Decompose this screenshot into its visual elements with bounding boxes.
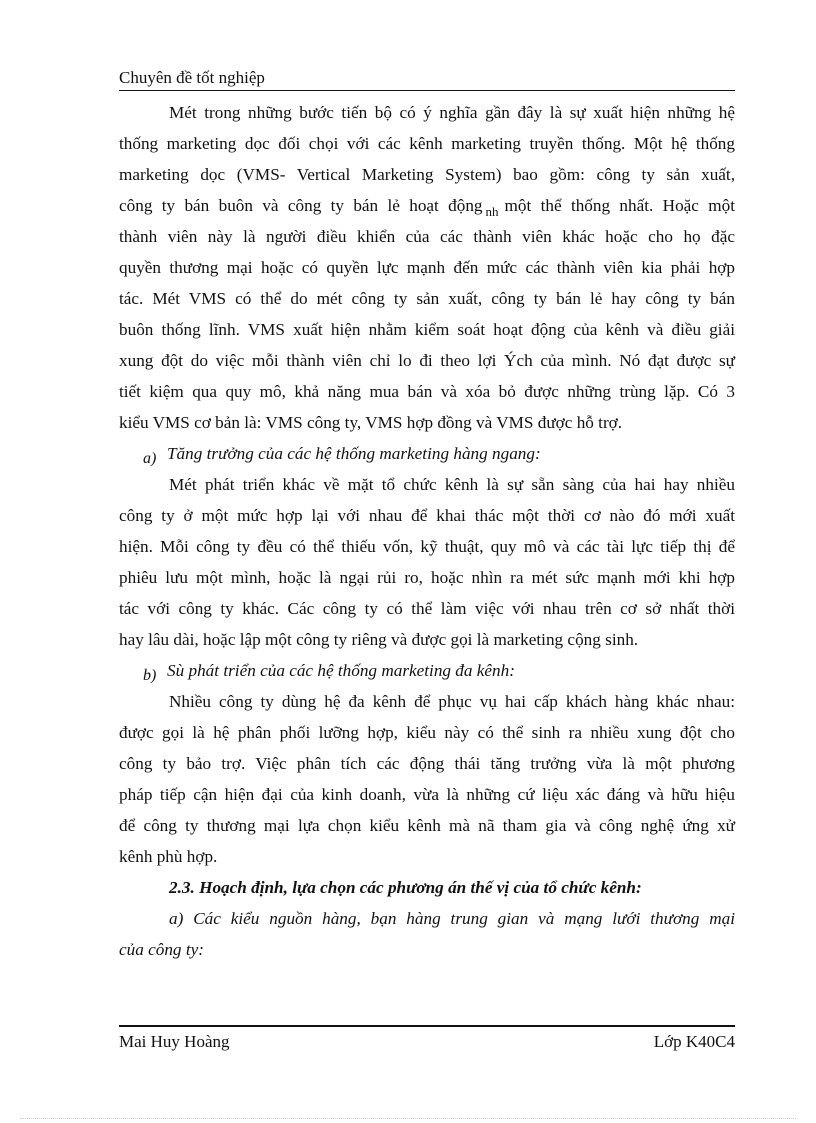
- body-line: Mét phát triển khác về mặt tổ chức kênh là sự sẵn sàng của hai hay nhiều: [169, 475, 735, 494]
- body-line: buôn thống lĩnh. VMS xuất hiện nhằm kiểm soát hoạt động của kênh và điều giải: [119, 320, 735, 339]
- body-line-italic: của công ty:: [119, 940, 204, 959]
- body-line: kiểu VMS cơ bản là: VMS công ty, VMS hợp đồng và VMS được hỗ trợ.: [119, 413, 623, 432]
- body-line: Mét trong những bước tiến bộ có ý nghĩa gần đây là sự xuất hiện những hệ: [169, 103, 735, 122]
- subheading-a: [119, 438, 735, 469]
- footer-author: Mai Huy Hoàng: [119, 1032, 230, 1051]
- body-line: công ty ở một mức hợp lại với nhau để khai thác một thời cơ nào đó mới xuất: [119, 506, 735, 525]
- subheading-text: Sù phát triển của các hệ thống marketing đa kênh:: [167, 661, 515, 680]
- section-heading: 2.3. Hoạch định, lựa chọn các phương án thế vị của tổ chức kênh:: [169, 878, 642, 897]
- body-line: thành viên này là người điều khiển của các thành viên khác hoặc cho họ đặc: [119, 227, 735, 246]
- body-text-segment: công ty bán buôn và công ty bán lẻ hoạt động: [119, 196, 483, 215]
- body-line: hay lâu dài, hoặc lập một công ty riêng và được gọi là marketing cộng sinh.: [119, 630, 639, 649]
- body-line: để công ty thương mại lựa chọn kiểu kênh mà nã tham gia và công nghệ ứng xử: [119, 816, 735, 835]
- body-line: Nhiều công ty dùng hệ đa kênh để phục vụ hai cấp khách hàng khác nhau:: [169, 692, 735, 711]
- stray-text-fragment: nh: [485, 204, 499, 219]
- body-line: được gọi là hệ phân phối lưỡng hợp, kiểu này có thể sinh ra nhiều xung đột cho: [119, 723, 735, 742]
- body-line: phiêu lưu một mình, hoặc là ngại rủi ro, hoặc nhìn ra mét sức mạnh mới khi hợp: [119, 568, 735, 587]
- body-line-italic: a) Các kiểu nguồn hàng, bạn hàng trung gian và mạng lưới thương mại: [169, 909, 735, 928]
- footer-rule: [119, 1025, 735, 1027]
- body-line: hiện. Mỗi công ty đều có thể thiếu vốn, kỹ thuật, quy mô và các tài lực tiếp thị để: [119, 537, 735, 556]
- body-line: xung đột do việc mỗi thành viên chỉ lo đi theo lợi Ých của mình. Nó đạt được sự: [119, 351, 735, 370]
- body-line: kênh phù hợp.: [119, 847, 218, 866]
- document-body: [119, 97, 735, 965]
- body-line: pháp tiếp cận hiện đại của kinh doanh, vừa là những cứ liệu xác đáng và hữu hiệu: [119, 785, 735, 804]
- body-line-with-inset: [119, 190, 735, 221]
- body-line: quyền thương mại hoặc có quyền lực mạnh đến mức các thành viên kia phải hợp: [119, 258, 735, 277]
- page-header-title: Chuyên đề tốt nghiệp: [119, 68, 265, 87]
- header-rule: [119, 90, 735, 91]
- page-bottom-divider: [20, 1118, 796, 1119]
- body-line: công ty bảo trợ. Việc phân tích các động thái tăng trưởng vừa là một phương: [119, 754, 735, 773]
- subheading-b: [119, 655, 735, 686]
- body-text-segment: một thể thống nhất. Hoặc một: [504, 196, 735, 215]
- body-line: marketing dọc (VMS- Vertical Marketing System) bao gồm: công ty sản xuất,: [119, 165, 735, 184]
- body-line: tác với công ty khác. Các công ty có thể làm việc với nhau trên cơ sở nhất thời: [119, 599, 735, 618]
- subheading-marker: b): [143, 667, 157, 684]
- body-line: tác. Mét VMS có thể do mét công ty sản xuất, công ty bán lẻ hay công ty bán: [119, 289, 735, 308]
- body-line: thống marketing dọc đối chọi với các kênh marketing truyền thống. Một hệ thống: [119, 134, 735, 153]
- subheading-marker: a): [143, 450, 157, 467]
- body-line: tiết kiệm qua quy mô, khả năng mua bán và xóa bỏ được những trùng lặp. Có 3: [119, 382, 735, 401]
- subheading-text: Tăng trưởng của các hệ thống marketing hàng ngang:: [167, 444, 541, 463]
- footer-class: Lớp K40C4: [653, 1032, 735, 1051]
